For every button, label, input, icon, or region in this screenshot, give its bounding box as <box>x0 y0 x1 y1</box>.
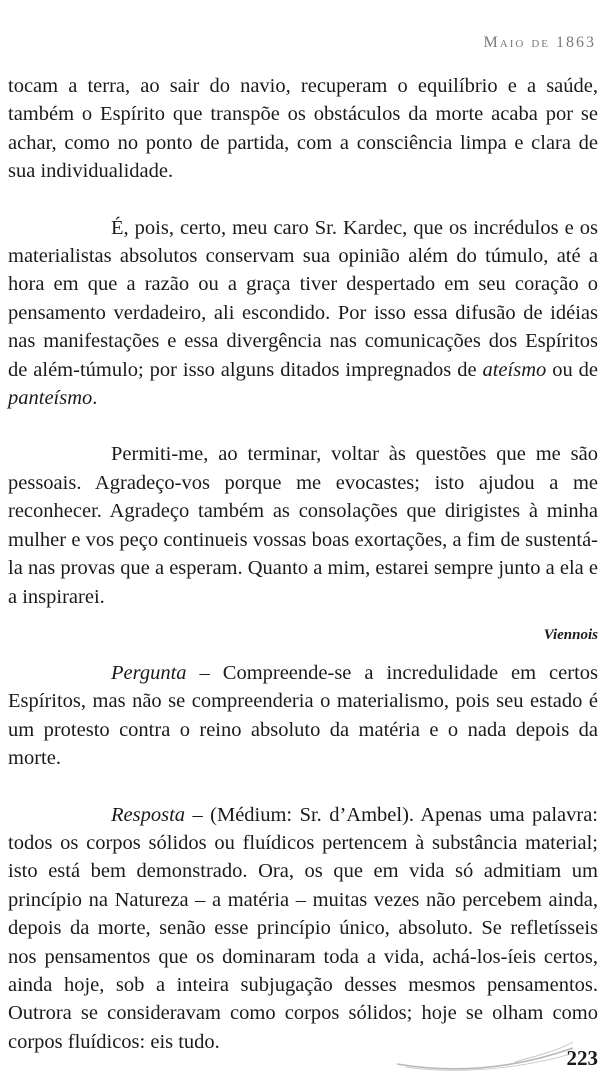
paragraph-closing: Permiti-me, ao terminar, voltar às questões que me são pessoais. Agradeço-vos porque me evocastes; isto ajudou a me reconhecer. Agradeço também as consolações que dirigistes à minha mulher e vos peço continueis vossas boas exortações, a fim de sustentá-la nas provas que a esperam. Quanto a mim, estarei sempre junto a ela e a inspirarei. <box>8 443 598 608</box>
swash-ornament-icon <box>395 1034 575 1074</box>
paragraph-gap <box>8 412 598 440</box>
question-text: – Compreende-se a incredulidade em certos Espíritos, mas não se compreenderia o materialismo, pois seu estado é um protesto contra o reino absoluto da matéria e o nada depois da morte. <box>8 661 598 770</box>
paragraph-question <box>8 659 598 773</box>
paragraph-gap <box>8 773 598 801</box>
paragraph-text: É, pois, certo, meu caro Sr. Kardec, que os incrédulos e os materialistas absolutos conservam sua opinião além do túmulo, até a hora em que a razão ou a graça tiver despertado em seu coração o pensamento verdadeiro, ali escondido. Por isso essa difusão de idéias nas manifestações e essa divergência nas comunicações dos Espíritos de além-túmulo; por isso alguns ditados impregnados de <box>8 216 598 381</box>
running-head: Maio de 1863 <box>483 34 596 51</box>
paragraph-gap <box>8 186 598 214</box>
paragraph-kardec <box>8 214 598 413</box>
answer-label: Resposta <box>111 803 186 826</box>
question-label: Pergunta <box>111 661 187 684</box>
paragraph-continuation: tocam a terra, ao sair do navio, recuperam o equilíbrio e a saúde, também o Espírito que transpõe os obstáculos da morte acaba por se achar, como no ponto de partida, com a consciência limpa e clara de sua individualidade. <box>8 75 598 183</box>
paragraph-gap <box>8 611 598 625</box>
page-body <box>8 72 598 1056</box>
italic-term-panteismo: panteísmo <box>8 387 93 410</box>
signature: Viennois <box>543 626 598 643</box>
italic-term-ateismo: ateísmo <box>482 358 547 381</box>
page-number: 223 <box>566 1046 598 1070</box>
paragraph-gap <box>8 645 598 659</box>
paragraph-text: ou de <box>546 358 598 381</box>
paragraph-answer <box>8 801 598 1057</box>
answer-text: – (Médium: Sr. d’Ambel). Apenas uma palavra: todos os corpos sólidos ou fluídicos pertencem à substância material; isto está bem demonstrado. Ora, os que em vida só admitiam um princípio na Natureza – a matéria – muitas vezes não percebem ainda, depois da morte, senão esse princípio único, absoluto. Se refletísseis nos pensamentos que os dominaram toda a vida, achá-los-íeis certos, ainda hoje, sob a inteira subjugação desses mesmos pensamentos. Outrora se consideravam como corpos sólidos; hoje se olham como corpos fluídicos: eis tudo. <box>8 803 598 1053</box>
paragraph-text: . <box>92 387 98 410</box>
